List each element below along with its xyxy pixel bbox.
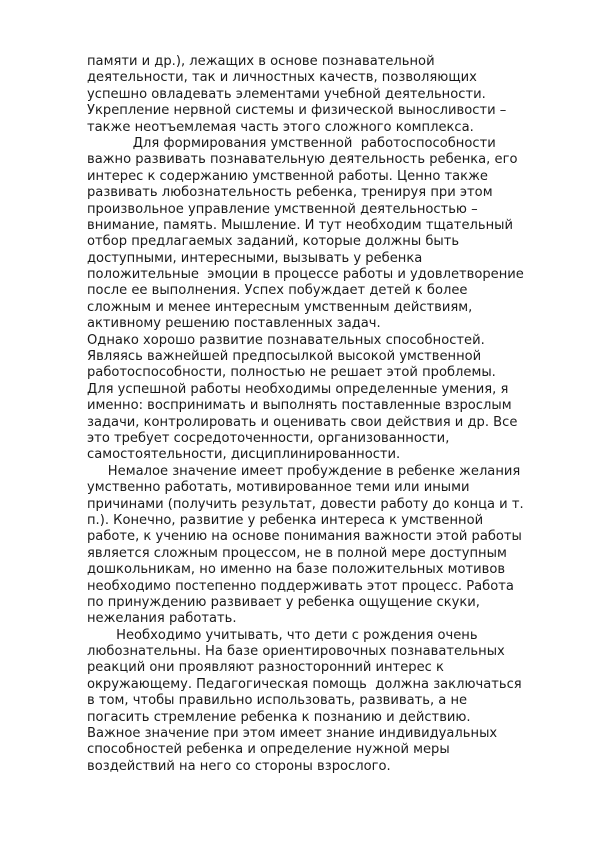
text-line: интерес к содержанию умственной работы. Ценно также bbox=[87, 168, 488, 184]
text-line: погасить стремление ребенка к познанию и действию. bbox=[87, 709, 471, 725]
text-line: Для формирования умственной работоспособности bbox=[87, 135, 496, 151]
text-line: Укрепление нервной системы и физической выносливости – bbox=[87, 103, 507, 119]
text-line: положительные эмоции в процессе работы и удовлетворение bbox=[87, 267, 524, 283]
text-line: важно развивать познавательную деятельность ребенка, его bbox=[87, 152, 518, 168]
text-line: после ее выполнения. Успех побуждает детей к более bbox=[87, 283, 468, 299]
text-line: любознательны. На базе ориентировочных познавательных bbox=[87, 644, 505, 660]
text-line: деятельности, так и личностных качеств, позволяющих bbox=[87, 70, 477, 86]
text-line: умственно работать, мотивированное теми или иными bbox=[87, 480, 470, 496]
text-line: успешно овладевать элементами учебной деятельности. bbox=[87, 86, 486, 102]
text-line: Для успешной работы необходимы определенные умения, я bbox=[87, 381, 509, 397]
text-line: является сложным процессом, не в полной мере доступным bbox=[87, 545, 507, 561]
text-line: именно: воспринимать и выполнять поставленные взрослым bbox=[87, 398, 512, 414]
text-line: по принуждению развивает у ребенка ощущение скуки, bbox=[87, 594, 480, 610]
text-line: также неотъемлемая часть этого сложного комплекса. bbox=[87, 119, 474, 135]
text-line: активному решению поставленных задач. bbox=[87, 316, 381, 332]
text-line: реакций они проявляют разносторонний интерес к bbox=[87, 660, 444, 676]
text-line: Важное значение при этом имеет знание индивидуальных bbox=[87, 726, 498, 742]
text-line: работе, к учению на основе понимания важности этой работы bbox=[87, 529, 522, 545]
text-line: окружающему. Педагогическая помощь должна заключаться bbox=[87, 676, 522, 692]
text-line: нежелания работать. bbox=[87, 611, 237, 627]
text-line: развивать любознательность ребенка, тренируя при этом bbox=[87, 185, 493, 201]
text-line: способностей ребенка и определение нужной меры bbox=[87, 742, 450, 758]
text-line: задачи, контролировать и оценивать свои действия и др. Все bbox=[87, 414, 518, 430]
text-line: самостоятельности, дисциплинированности. bbox=[87, 447, 401, 463]
text-line: воздействий на него со стороны взрослого. bbox=[87, 758, 391, 774]
text-line: Немалое значение имеет пробуждение в ребенке желания bbox=[87, 463, 521, 479]
text-line: Необходимо учитывать, что дети с рождения очень bbox=[87, 627, 478, 643]
text-line: это требует сосредоточенности, организованности, bbox=[87, 430, 450, 446]
text-line: внимание, память. Мышление. И тут необходим тщательный bbox=[87, 217, 513, 233]
text-line: работоспособности, полностью не решает этой проблемы. bbox=[87, 365, 496, 381]
document-body bbox=[87, 54, 537, 775]
text-line: дошкольникам, но именно на базе положительных мотивов bbox=[87, 562, 506, 578]
text-line: п.). Конечно, развитие у ребенка интереса к умственной bbox=[87, 512, 484, 528]
text-line: произвольное управление умственной деятельностью – bbox=[87, 201, 478, 217]
text-line: Являясь важнейшей предпосылкой высокой умственной bbox=[87, 349, 482, 365]
text-line: причинами (получить результат, довести работу до конца и т. bbox=[87, 496, 524, 512]
text-line: в том, чтобы правильно использовать, развивать, а не bbox=[87, 693, 468, 709]
text-line: памяти и др.), лежащих в основе познавательной bbox=[87, 54, 435, 69]
text-line: сложным и менее интересным умственным действиям, bbox=[87, 299, 473, 315]
text-line: необходимо постепенно поддерживать этот процесс. Работа bbox=[87, 578, 514, 594]
text-line: доступными, интересными, вызывать у ребенка bbox=[87, 250, 423, 266]
text-line: Однако хорошо развитие познавательных способностей. bbox=[87, 332, 485, 348]
text-line: отбор предлагаемых заданий, которые должны быть bbox=[87, 234, 460, 250]
